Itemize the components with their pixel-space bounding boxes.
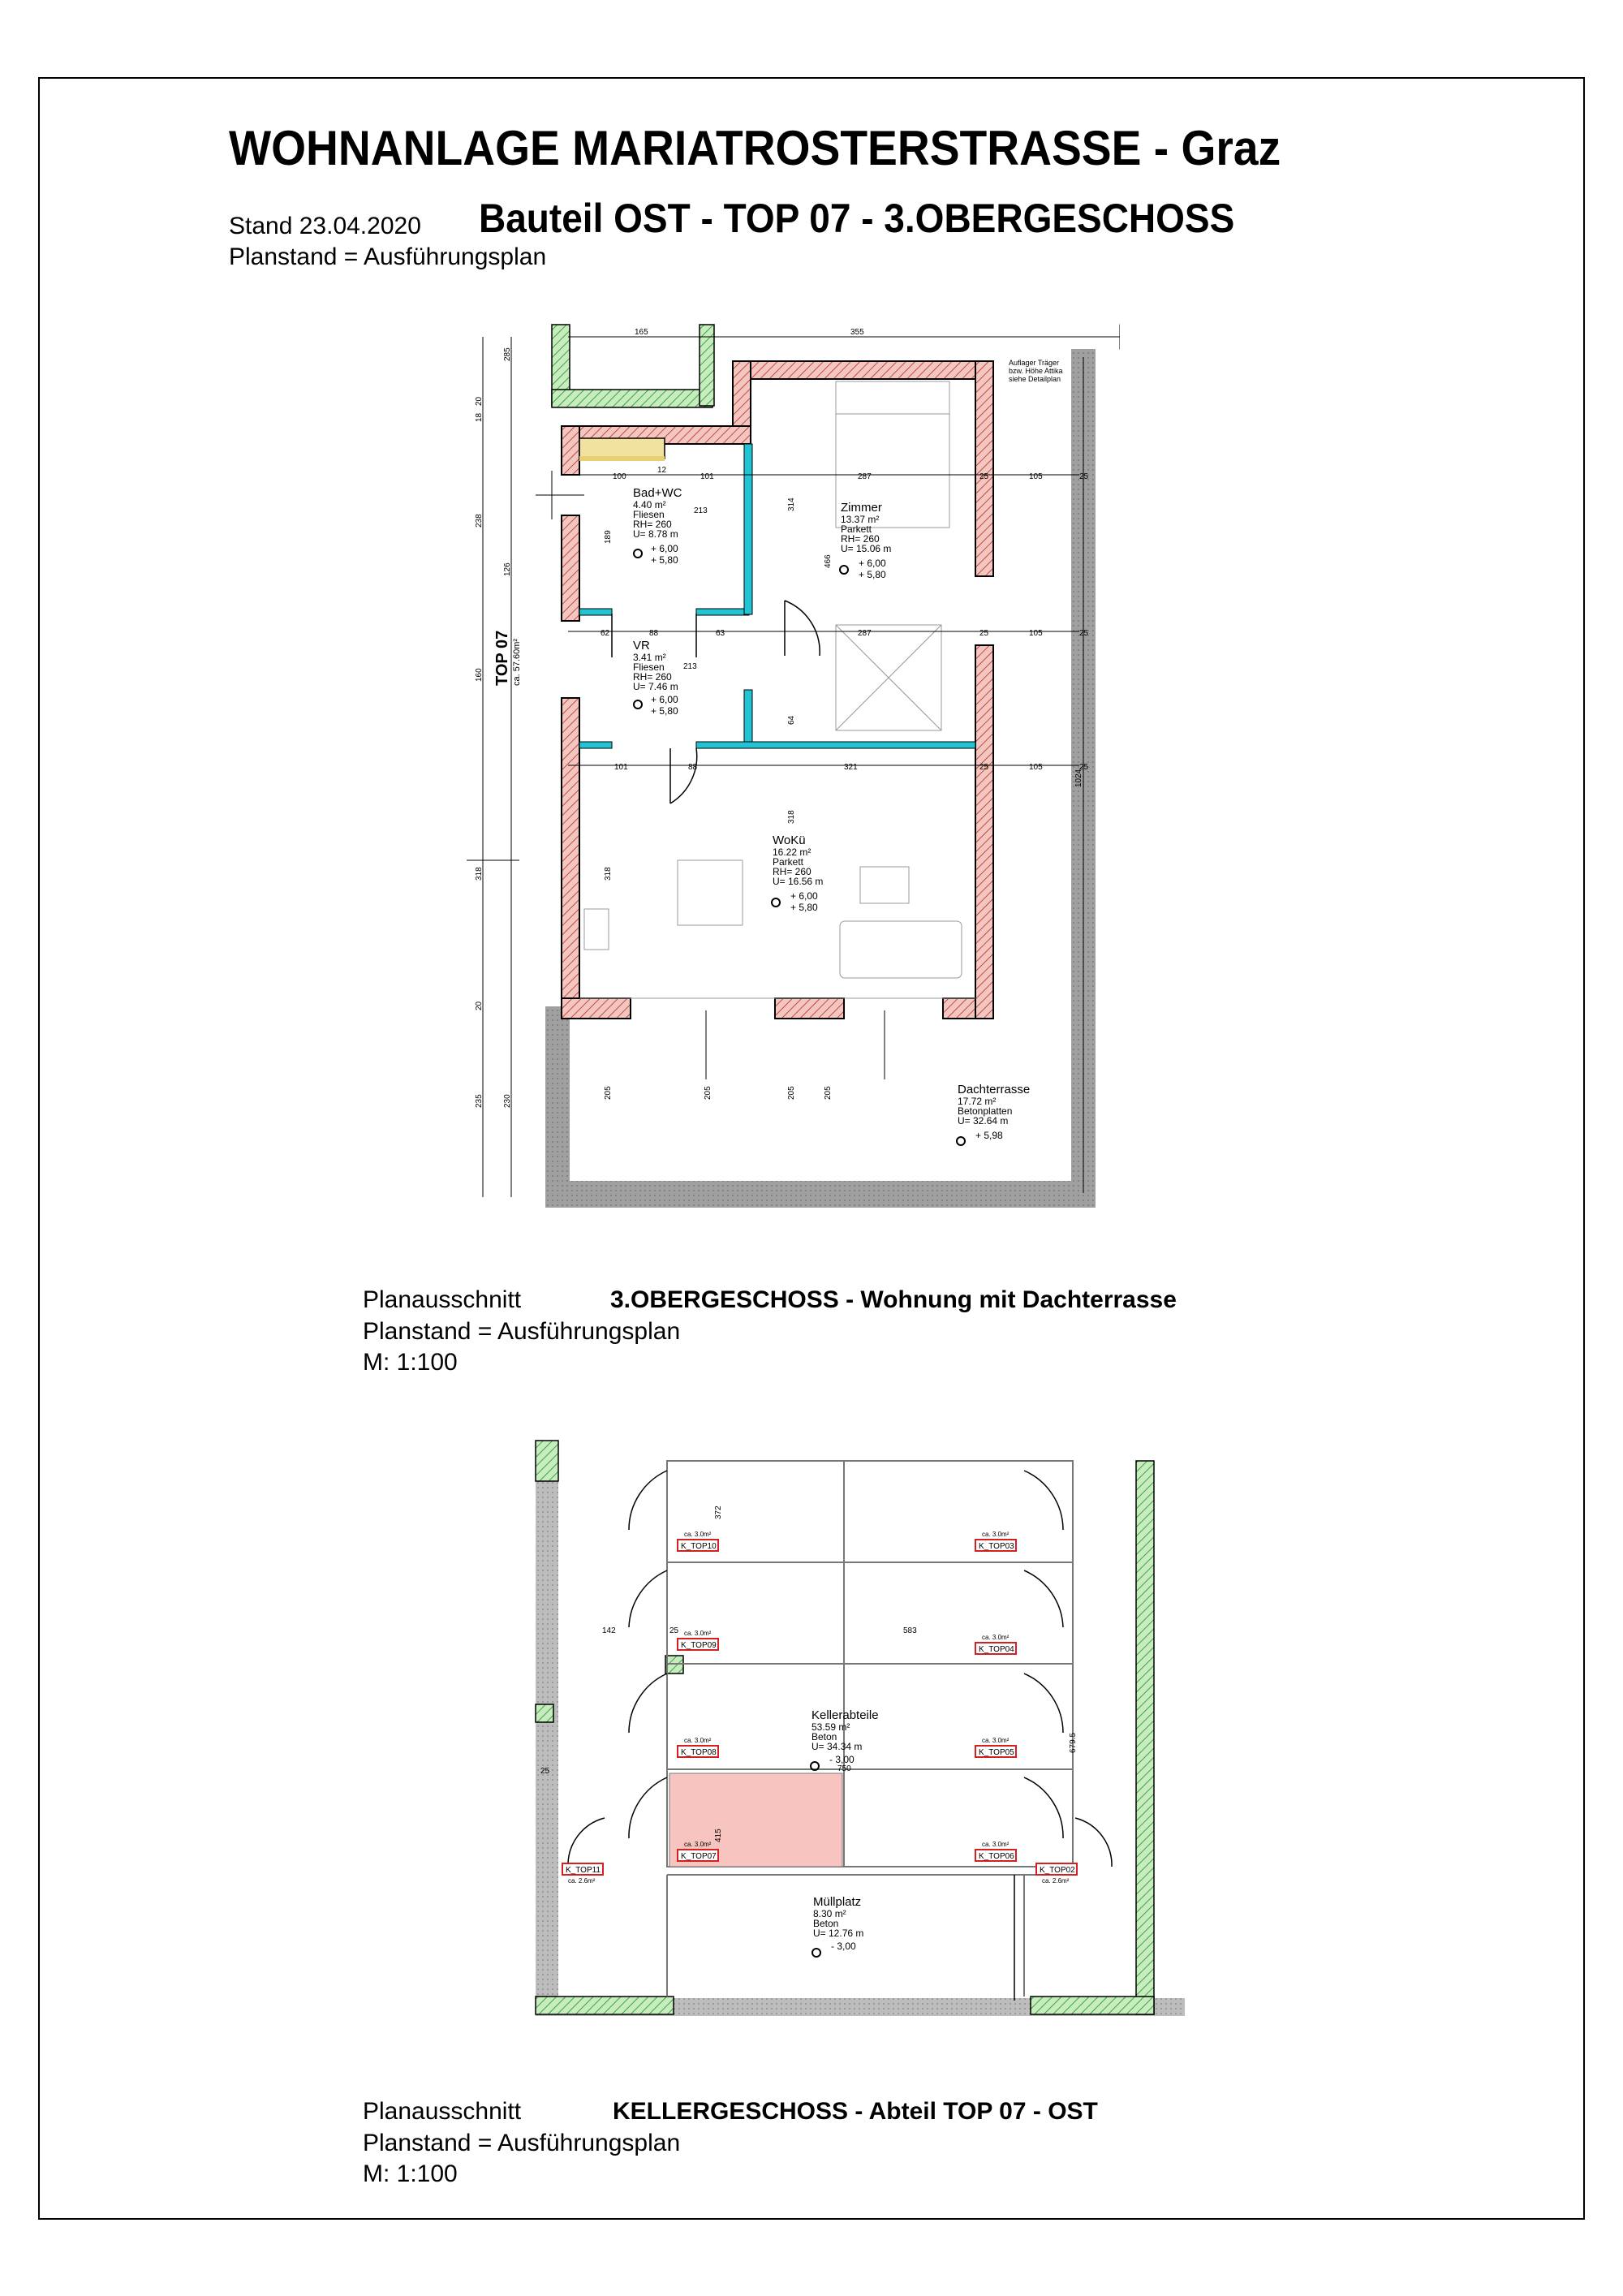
svg-text:+ 6,00: + 6,00 [651, 694, 678, 705]
svg-text:Fliesen: Fliesen [633, 509, 665, 520]
svg-text:U= 32.64 m: U= 32.64 m [958, 1115, 1009, 1126]
svg-text:Müllplatz: Müllplatz [813, 1895, 862, 1909]
svg-text:Parkett: Parkett [773, 856, 804, 868]
caption-lower-label: Planausschnitt [363, 2098, 522, 2125]
room-stamp-bad [633, 486, 682, 566]
svg-text:ca. 3.0m²: ca. 3.0m² [982, 1531, 1010, 1538]
svg-text:- 3,00: - 3,00 [829, 1754, 855, 1765]
svg-text:230: 230 [503, 1094, 512, 1108]
svg-text:189: 189 [604, 530, 613, 544]
svg-text:314: 314 [787, 498, 796, 511]
svg-text:25: 25 [540, 1767, 550, 1776]
svg-text:+ 5,80: + 5,80 [651, 554, 678, 566]
svg-text:18: 18 [475, 412, 484, 422]
svg-text:+ 5,80: + 5,80 [859, 569, 886, 580]
svg-text:- 3,00: - 3,00 [831, 1941, 856, 1952]
svg-text:U= 15.06 m: U= 15.06 m [841, 543, 892, 554]
svg-text:Parkett: Parkett [841, 523, 872, 535]
svg-text:ca. 3.0m²: ca. 3.0m² [684, 1531, 712, 1538]
svg-text:K_TOP05: K_TOP05 [979, 1748, 1014, 1757]
svg-text:K_TOP08: K_TOP08 [681, 1748, 717, 1757]
svg-text:20: 20 [475, 396, 484, 406]
tag-k-top10 [678, 1531, 718, 1551]
caption-lower-scale: M: 1:100 [363, 2160, 458, 2187]
svg-text:238: 238 [475, 514, 484, 528]
tag-k-top06 [975, 1841, 1016, 1861]
svg-text:bzw. Höhe Attika: bzw. Höhe Attika [1009, 367, 1063, 375]
svg-text:K_TOP07: K_TOP07 [681, 1852, 717, 1861]
svg-text:25: 25 [1079, 472, 1089, 481]
svg-text:1024: 1024 [1074, 769, 1083, 787]
svg-text:Betonplatten: Betonplatten [958, 1105, 1013, 1117]
svg-text:+ 6,00: + 6,00 [651, 543, 678, 554]
svg-text:K_TOP09: K_TOP09 [681, 1641, 717, 1650]
svg-text:160: 160 [475, 668, 484, 682]
svg-text:12: 12 [657, 466, 667, 475]
svg-text:K_TOP03: K_TOP03 [979, 1542, 1014, 1551]
level-marker-icon [812, 1949, 820, 1957]
svg-text:K_TOP02: K_TOP02 [1040, 1866, 1075, 1875]
svg-text:287: 287 [858, 629, 872, 638]
svg-text:WoKü: WoKü [773, 834, 806, 847]
svg-text:VR: VR [633, 639, 650, 653]
svg-text:Fliesen: Fliesen [633, 661, 665, 673]
svg-text:213: 213 [694, 506, 708, 515]
level-marker-icon [634, 549, 642, 558]
svg-text:205: 205 [787, 1086, 796, 1100]
svg-text:RH= 260: RH= 260 [773, 866, 812, 877]
svg-text:U= 12.76 m: U= 12.76 m [813, 1928, 864, 1939]
svg-text:Kellerabteile: Kellerabteile [812, 1708, 879, 1722]
svg-text:205: 205 [824, 1086, 833, 1100]
svg-text:K_TOP10: K_TOP10 [681, 1542, 717, 1551]
svg-text:100: 100 [613, 472, 626, 481]
svg-text:88: 88 [649, 629, 659, 638]
svg-text:ca. 3.0m²: ca. 3.0m² [684, 1630, 712, 1637]
svg-text:+ 6,00: + 6,00 [790, 890, 818, 902]
svg-text:16.22 m²: 16.22 m² [773, 846, 812, 858]
svg-text:355: 355 [850, 328, 864, 337]
svg-text:Auflager Träger: Auflager Träger [1009, 359, 1060, 367]
room-stamp-zimmer [840, 501, 891, 580]
level-marker-icon [957, 1137, 965, 1145]
svg-text:13.37 m²: 13.37 m² [841, 514, 880, 525]
door-swings-keller [568, 1471, 1112, 2001]
svg-text:88: 88 [688, 763, 698, 772]
svg-text:ca. 3.0m²: ca. 3.0m² [982, 1737, 1010, 1744]
grey-slab [545, 349, 1096, 1208]
tag-k-top02 [1036, 1863, 1077, 1885]
svg-text:4.40 m²: 4.40 m² [633, 499, 666, 510]
level-marker-icon [772, 898, 780, 907]
svg-text:25: 25 [979, 472, 989, 481]
tag-k-top11 [562, 1863, 603, 1885]
svg-text:+ 5,80: + 5,80 [790, 902, 818, 913]
svg-text:ca. 2.6m²: ca. 2.6m² [1042, 1877, 1070, 1885]
caption-upper-label: Planausschnitt [363, 1286, 522, 1313]
tag-k-top03 [975, 1531, 1016, 1551]
wood-wall [579, 438, 665, 459]
svg-text:318: 318 [475, 867, 484, 881]
svg-text:Zimmer: Zimmer [841, 501, 882, 515]
caption-lower-planstand: Planstand = Ausführungsplan [363, 2130, 681, 2156]
svg-text:583: 583 [903, 1626, 917, 1635]
room-stamp-dachterrasse [957, 1083, 1030, 1145]
svg-text:RH= 260: RH= 260 [633, 671, 672, 683]
svg-text:101: 101 [700, 472, 714, 481]
svg-text:126: 126 [503, 562, 512, 576]
svg-text:25: 25 [669, 1626, 679, 1635]
svg-text:285: 285 [503, 347, 512, 361]
tag-k-top09 [678, 1630, 718, 1650]
svg-text:205: 205 [604, 1086, 613, 1100]
floorplan-3og [454, 317, 1120, 1217]
apartment-label [493, 631, 522, 686]
svg-text:Beton: Beton [812, 1731, 837, 1742]
svg-text:105: 105 [1029, 472, 1043, 481]
room-stamp-muellplatz [812, 1895, 863, 1957]
svg-text:318: 318 [787, 810, 796, 824]
floorplan-keller [519, 1437, 1185, 2037]
svg-text:372: 372 [714, 1506, 723, 1519]
svg-text:+ 6,00: + 6,00 [859, 558, 886, 569]
svg-text:Beton: Beton [813, 1918, 839, 1929]
svg-text:+ 5,80: + 5,80 [651, 705, 678, 717]
apartment-number: TOP 07 [493, 630, 511, 686]
svg-text:235: 235 [475, 1094, 484, 1108]
svg-text:64: 64 [787, 715, 796, 725]
grey-floor-left [536, 1477, 558, 2005]
caption-lower-title: KELLERGESCHOSS - Abteil TOP 07 - OST [613, 2098, 1098, 2125]
svg-text:165: 165 [635, 328, 648, 337]
tag-k-top04 [975, 1634, 1016, 1654]
svg-text:ca. 3.0m²: ca. 3.0m² [684, 1841, 712, 1848]
tag-k-top08 [678, 1737, 718, 1757]
caption-upper-title: 3.OBERGESCHOSS - Wohnung mit Dachterrasse [610, 1286, 1177, 1313]
svg-text:K_TOP11: K_TOP11 [566, 1866, 601, 1875]
svg-text:25: 25 [1079, 763, 1089, 772]
svg-text:U= 8.78 m: U= 8.78 m [633, 528, 678, 540]
page-subtitle: Bauteil OST - TOP 07 - 3.OBERGESCHOSS [479, 196, 1235, 241]
svg-text:25: 25 [979, 629, 989, 638]
tag-k-top05 [975, 1737, 1016, 1757]
caption-upper-scale: M: 1:100 [363, 1349, 458, 1376]
svg-text:287: 287 [858, 472, 872, 481]
svg-text:ca. 3.0m²: ca. 3.0m² [982, 1634, 1010, 1641]
svg-text:RH= 260: RH= 260 [841, 533, 880, 545]
svg-text:25: 25 [1079, 629, 1089, 638]
svg-text:3.41 m²: 3.41 m² [633, 652, 666, 663]
page-title: WOHNANLAGE MARIATROSTERSTRASSE - Graz [229, 121, 1281, 175]
room-stamp-wokue [772, 834, 823, 913]
room-stamp-vr [633, 639, 678, 717]
svg-text:RH= 260: RH= 260 [633, 519, 672, 530]
svg-text:K_TOP04: K_TOP04 [979, 1645, 1014, 1654]
svg-text:142: 142 [602, 1626, 616, 1635]
apartment-area: ca. 57.60m² [512, 638, 522, 686]
svg-text:321: 321 [844, 763, 858, 772]
svg-text:Dachterrasse: Dachterrasse [958, 1083, 1031, 1096]
svg-text:siehe Detailplan: siehe Detailplan [1009, 375, 1061, 383]
svg-text:+ 5,98: + 5,98 [975, 1130, 1003, 1141]
svg-text:415: 415 [714, 1829, 723, 1842]
svg-text:ca. 3.0m²: ca. 3.0m² [982, 1841, 1010, 1848]
stand-date: Stand 23.04.2020 [229, 213, 421, 239]
svg-text:205: 205 [704, 1086, 712, 1100]
svg-text:ca. 3.0m²: ca. 3.0m² [684, 1737, 712, 1744]
svg-text:63: 63 [716, 629, 725, 638]
svg-text:62: 62 [601, 629, 610, 638]
level-marker-icon [634, 700, 642, 709]
svg-text:53.59 m²: 53.59 m² [812, 1721, 850, 1733]
planstand-header: Planstand = Ausführungsplan [229, 243, 547, 270]
note-auflager [1009, 359, 1063, 383]
svg-text:466: 466 [824, 554, 833, 568]
svg-text:25: 25 [979, 763, 989, 772]
caption-upper-planstand: Planstand = Ausführungsplan [363, 1318, 681, 1345]
svg-text:ca. 2.6m²: ca. 2.6m² [568, 1877, 596, 1885]
svg-text:K_TOP06: K_TOP06 [979, 1852, 1014, 1861]
svg-text:679.5: 679.5 [1069, 1732, 1078, 1753]
svg-text:U= 34.34 m: U= 34.34 m [812, 1741, 863, 1752]
svg-text:318: 318 [604, 867, 613, 881]
svg-text:105: 105 [1029, 629, 1043, 638]
svg-text:U= 16.56 m: U= 16.56 m [773, 876, 824, 887]
svg-text:750: 750 [837, 1764, 851, 1773]
svg-text:8.30 m²: 8.30 m² [813, 1908, 846, 1919]
svg-text:U= 7.46 m: U= 7.46 m [633, 681, 678, 692]
level-marker-icon [840, 566, 848, 574]
svg-text:213: 213 [683, 662, 697, 671]
svg-text:20: 20 [475, 1001, 484, 1010]
svg-text:Bad+WC: Bad+WC [633, 486, 682, 500]
svg-text:17.72 m²: 17.72 m² [958, 1096, 997, 1107]
svg-text:101: 101 [614, 763, 628, 772]
svg-text:105: 105 [1029, 763, 1043, 772]
